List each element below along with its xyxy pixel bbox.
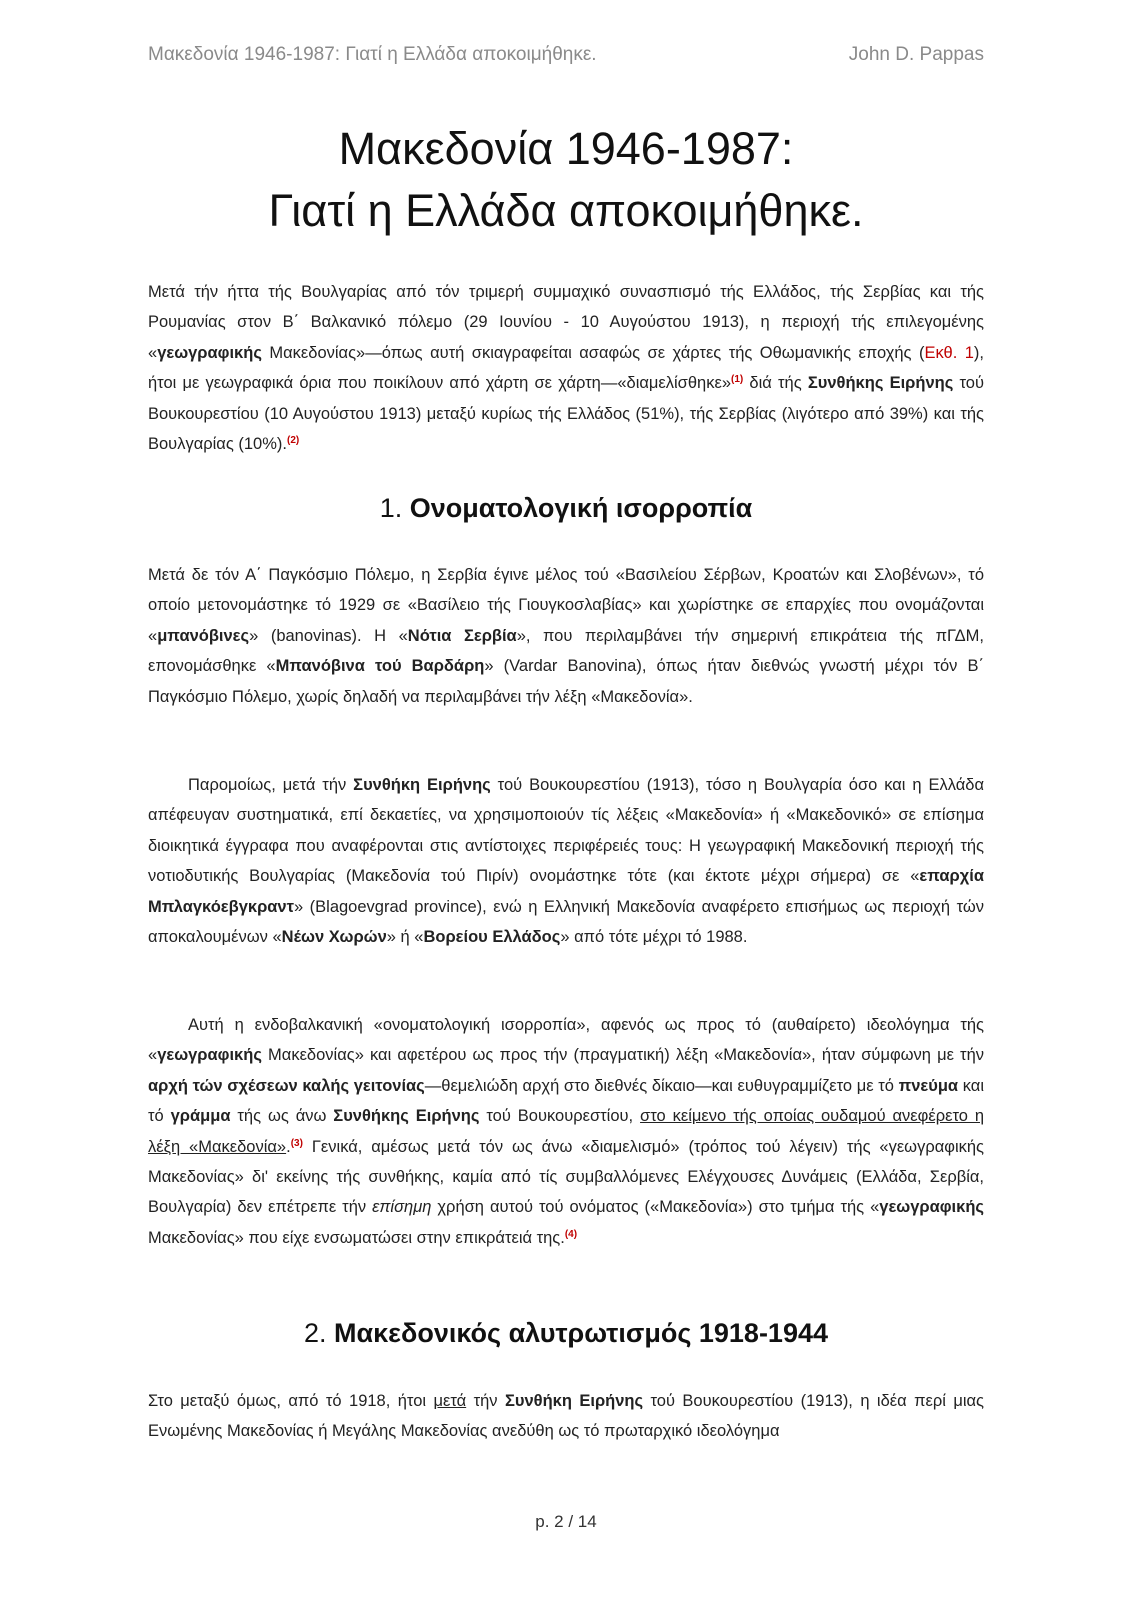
section-heading-2 xyxy=(148,1318,984,1349)
text-run: Αυτή η ενδοβαλκανική «ονοματολογική ισορροπία», αφενός ως προς τό (αυθαίρετο) ιδεολόγημα τής « xyxy=(148,1016,984,1065)
bold-run: Συνθήκη Ειρήνης xyxy=(353,776,491,794)
section-heading-1 xyxy=(148,493,984,524)
bold-run: πνεύμα xyxy=(898,1076,959,1095)
title-line-1: Μακεδονία 1946-1987: xyxy=(338,123,794,174)
footnote-ref[interactable]: (2) xyxy=(286,435,300,447)
intro-paragraph xyxy=(148,277,984,459)
bold-run: γεωγραφικής xyxy=(879,1198,984,1217)
text-run: Μακεδονίας»—όπως αυτή σκιαγραφείται ασαφώς σε χάρτες τής Οθωμανικής εποχής ( xyxy=(261,343,925,362)
text-run: Παρομοίως, μετά τήν xyxy=(188,776,354,794)
page-number: p. 2 / 14 xyxy=(535,1512,597,1531)
text-run: —θεμελιώδη αρχή στο διεθνές δίκαιο—και ευθυγραμμίζετο με τό xyxy=(424,1076,899,1095)
text-run: ), ήτοι με γεωγραφικά όρια που ποικίλουν από χάρτη σε χάρτη—«διαμελίσθηκε» xyxy=(148,343,985,393)
text-run: και τό xyxy=(148,1076,984,1126)
text-run: Στο μεταξύ όμως, από τό 1918, ήτοι xyxy=(148,1392,434,1410)
text-run: » (banovinas). Η « xyxy=(249,626,408,645)
page-title xyxy=(148,118,984,242)
text-run: διά τής xyxy=(743,374,808,393)
text-run: Μετά δε τόν Α΄ Παγκόσμιο Πόλεμο, η Σερβία έγινε μέλος τού «Βασιλείου Σέρβων, Κροατών και Σλοβένων», τό οποίο μετονομάστηκε τό 1929 σε «Βασίλειο τής Γιουγκοσλαβίας» και χωρίστηκε σε επαρχίες που ονομάζονται « xyxy=(148,566,984,645)
text-run: Μετά τήν ήττα τής Βουλγαρίας από τόν τριμερή συμμαχικό συνασπισμό τής Ελλάδος, τής Σερβίας και τής Ρουμανίας στον Β΄ Βαλκανικό πόλεμο (29 Ιουνίου - 10 Αυγούστου 1913), η περιοχή τής επιλεγομένης « xyxy=(148,283,984,362)
bold-run: Μπανόβινα τού Βαρδάρη xyxy=(275,657,485,676)
bold-run: γράμμα xyxy=(170,1107,231,1126)
footnote-ref[interactable]: (4) xyxy=(564,1228,578,1240)
paragraph-4 xyxy=(148,1386,984,1447)
underlined-run: στο κείμενο τής οποίας ουδαμού ανεφέρετο η λέξη «Μακεδονία» xyxy=(148,1107,985,1156)
section-title: Ονοματολογική ισορροπία xyxy=(409,493,753,523)
bold-run: Συνθήκη Ειρήνης xyxy=(504,1392,644,1410)
text-run: τού Βουκουρεστίου (1913), η ιδέα περί μιας Ενωμένης Μακεδονίας ή Μεγάλης Μακεδονίας ανεδύθη ως τό πρωταρχικό ιδεολόγημα xyxy=(148,1392,984,1441)
bold-run: Νότια Σερβία xyxy=(407,626,517,645)
text-run: Μακεδονίας» που είχε ενσωματώσει στην επικράτειά της. xyxy=(148,1228,565,1247)
text-run: » (Vardar Banovina), όπως ήταν διεθνώς γνωστή μέχρι τόν Β΄ Παγκόσμιο Πόλεμο, χωρίς δηλαδή να περιλαμβάνει τήν λέξη «Μακεδονία». xyxy=(148,657,984,706)
text-run: Γενικά, αμέσως μετά τόν ως άνω «διαμελισμό» (τρόπος τού λέγειν) τής «γεωγραφικής Μακεδονίας» δι' εκείνης τής συνθήκης, καμία από τίς συμβαλλόμενες Ελέγχουσες Δυνάμεις (Ελλάδα, Σερβία, Βουλγαρία) δεν επέτρεπε τήν xyxy=(148,1137,984,1217)
paragraph-1 xyxy=(148,560,984,712)
bold-run: αρχή τών σχέσεων καλής γειτονίας xyxy=(148,1076,425,1095)
footnote-ref[interactable]: (3) xyxy=(290,1137,303,1149)
footnote-ref[interactable]: (1) xyxy=(731,374,744,386)
text-run: » (Blagoevgrad province), ενώ η Ελληνική Μακεδονία αναφέρετο επισήμως ως περιοχή τών αποκαλουμένων « xyxy=(148,897,984,947)
paragraph-2 xyxy=(148,770,984,952)
header-title: Μακεδονία 1946-1987: Γιατί η Ελλάδα αποκοιμήθηκε. xyxy=(148,44,597,65)
text-run: Μακεδονίας» και αφετέρου ως προς τήν (πραγματική) λέξη «Μακεδονία», ήταν σύμφωνη με τήν xyxy=(261,1046,984,1065)
bold-run: γεωγραφικής xyxy=(157,1046,262,1065)
header-author: John D. Pappas xyxy=(848,44,984,65)
text-run: τού Βουκουρεστίου, xyxy=(479,1107,641,1126)
bold-run: Νέων Χωρών xyxy=(281,928,387,947)
title-line-2: Γιατί η Ελλάδα αποκοιμήθηκε. xyxy=(268,185,864,236)
italic-run: επίσημη xyxy=(372,1198,432,1217)
section-number: 1. xyxy=(379,493,410,523)
text-run: τήν xyxy=(466,1392,505,1410)
text-run: τού Βουκουρεστίου (1913), τόσο η Βουλγαρία όσο και η Ελλάδα απέφευγαν συστηματικά, επί δεκαετίες, να χρησιμοποιούν τίς λέξεις «Μακεδονία» ή «Μακεδονικό» σε επίσημα διοικητικά έγγραφα που αναφέρονται στις αντίστοιχες περιφέρειές τους: Η γεωγραφική Μακεδονική περιοχή τής νοτιοδυτικής Βουλγαρίας (Μακεδονία τού Πιρίν) ονομάστηκε τότε (και έκτοτε μέχρι σήμερα) σε « xyxy=(148,776,985,886)
text-run: » ή « xyxy=(386,928,424,947)
exhibit-link[interactable]: Εκθ. 1 xyxy=(924,343,974,362)
section-title: Μακεδονικός αλυτρωτισμός 1918-1944 xyxy=(334,1318,828,1348)
paragraph-3 xyxy=(148,1010,984,1253)
text-run: τής ως άνω xyxy=(230,1107,334,1126)
text-run: . xyxy=(286,1137,291,1156)
bold-run: μπανόβινες xyxy=(157,626,250,645)
text-run: χρήση αυτού τού ονόματος («Μακεδονία») στο τμήμα τής « xyxy=(431,1198,880,1217)
text-run: » από τότε μέχρι τό 1988. xyxy=(560,928,748,947)
bold-run: επαρχία Μπλαγκόεβγκραντ xyxy=(148,867,984,916)
bold-run: Συνθήκης Ειρήνης xyxy=(807,374,954,393)
running-header xyxy=(148,44,984,66)
bold-run: γεωγραφικής xyxy=(157,343,262,362)
bold-run: Βορείου Ελλάδος xyxy=(423,928,561,947)
underlined-run: μετά xyxy=(433,1392,467,1410)
text-run: », που περιλαμβάνει τήν σημερινή επικράτεια τής πΓΔΜ, επονομάσθηκε « xyxy=(148,626,984,676)
text-run: τού Βουκουρεστίου (10 Αυγούστου 1913) μεταξύ κυρίως τής Ελλάδος (51%), τής Σερβίας (λιγότερο από 39%) και τής Βουλγαρίας (10%). xyxy=(148,374,984,454)
bold-run: Συνθήκης Ειρήνης xyxy=(333,1107,480,1126)
section-number: 2. xyxy=(304,1318,335,1348)
